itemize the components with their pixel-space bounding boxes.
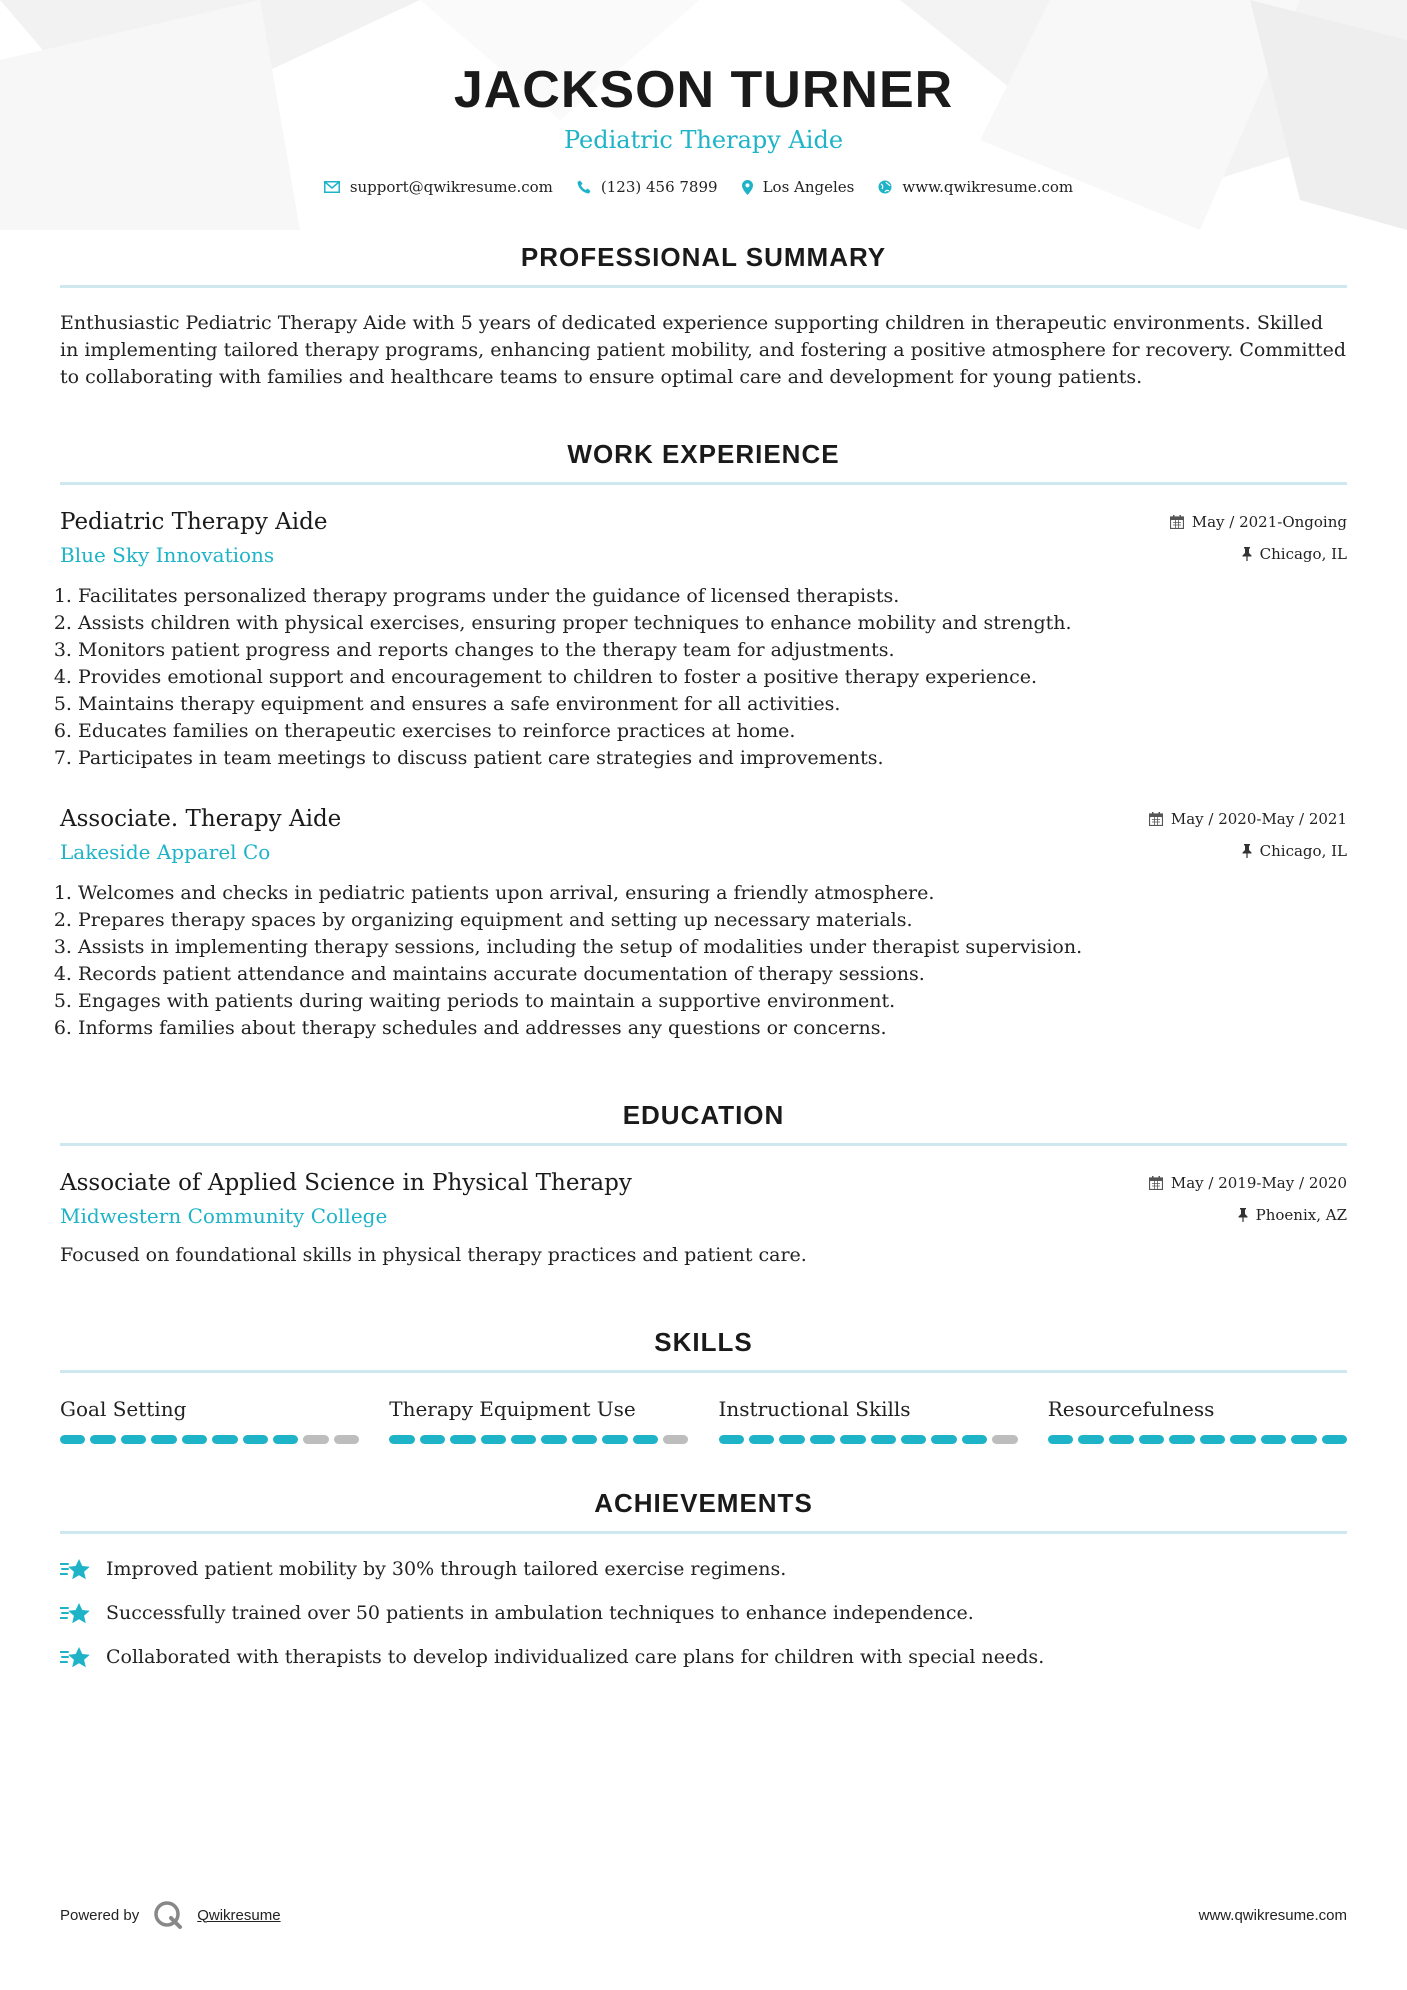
phone-text: (123) 456 7899 — [600, 178, 718, 196]
resume-header — [60, 0, 1347, 196]
skill-dot-filled — [121, 1435, 146, 1444]
skills-heading: SKILLS — [654, 1327, 753, 1357]
job-meta — [1149, 804, 1347, 862]
work-experience-section — [60, 439, 1347, 1042]
job-role: Pediatric Therapy Aide — [60, 509, 328, 535]
job-entry — [60, 804, 1347, 1042]
list-item: 3. Assists in implementing therapy sessions, including the setup of modalities under therapist supervision. — [78, 934, 1347, 961]
list-item: 5. Engages with patients during waiting periods to maintain a supportive environment. — [78, 988, 1347, 1015]
skill-level-bar — [389, 1435, 688, 1444]
achievements-list — [60, 1556, 1347, 1671]
skill-dot-filled — [1109, 1435, 1134, 1444]
skill-dot-filled — [633, 1435, 658, 1444]
candidate-title: Pediatric Therapy Aide — [563, 126, 844, 154]
job-location: Chicago, IL — [1259, 545, 1347, 563]
powered-by — [60, 1900, 281, 1930]
skill-dot-filled — [1048, 1435, 1073, 1444]
job-meta — [1170, 507, 1347, 565]
location-text: Los Angeles — [762, 178, 855, 196]
section-divider — [60, 1143, 1347, 1146]
contact-phone[interactable] — [577, 178, 718, 196]
skill-dot-filled — [1291, 1435, 1316, 1444]
map-pin-icon — [742, 180, 753, 195]
skill-dot-empty — [334, 1435, 359, 1444]
skill-dot-filled — [151, 1435, 176, 1444]
skill-dot-filled — [931, 1435, 956, 1444]
skill-dot-filled — [1322, 1435, 1347, 1444]
achievements-section — [60, 1488, 1347, 1671]
job-duties-list — [60, 583, 1347, 772]
skill-dot-filled — [541, 1435, 566, 1444]
education-section — [60, 1100, 1347, 1269]
calendar-icon — [1149, 1176, 1163, 1190]
skill-dot-filled — [273, 1435, 298, 1444]
skills-grid — [60, 1395, 1347, 1444]
skill-level-bar — [719, 1435, 1018, 1444]
education-location: Phoenix, AZ — [1255, 1206, 1347, 1224]
calendar-icon — [1170, 515, 1184, 529]
list-item: 1. Welcomes and checks in pediatric patients upon arrival, ensuring a friendly atmosphere. — [78, 880, 1347, 907]
skill-dot-filled — [1169, 1435, 1194, 1444]
skill-dot-empty — [303, 1435, 328, 1444]
website-text: www.qwikresume.com — [902, 178, 1074, 196]
contact-website[interactable] — [878, 178, 1073, 196]
job-duties-list — [60, 880, 1347, 1042]
skill-dot-empty — [992, 1435, 1017, 1444]
achievement-text: Successfully trained over 50 patients in ambulation techniques to enhance independence. — [106, 1602, 974, 1624]
school-name: Midwestern Community College — [60, 1204, 388, 1228]
list-item: 2. Prepares therapy spaces by organizing equipment and setting up necessary materials. — [78, 907, 1347, 934]
contact-location — [742, 178, 855, 196]
list-item: 6. Educates families on therapeutic exercises to reinforce practices at home. — [78, 718, 1347, 745]
list-item: 2. Assists children with physical exercises, ensuring proper techniques to enhance mobility and strength. — [78, 610, 1347, 637]
skills-section — [60, 1327, 1347, 1444]
skill-dot-filled — [602, 1435, 627, 1444]
job-location: Chicago, IL — [1259, 842, 1347, 860]
job-dates: May / 2021-Ongoing — [1191, 513, 1347, 531]
skill-dot-filled — [212, 1435, 237, 1444]
skill-dot-filled — [1200, 1435, 1225, 1444]
education-heading: EDUCATION — [622, 1100, 785, 1130]
skill-dot-filled — [1078, 1435, 1103, 1444]
list-item: 1. Facilitates personalized therapy programs under the guidance of licensed therapists. — [78, 583, 1347, 610]
skill-dot-filled — [450, 1435, 475, 1444]
summary-text: Enthusiastic Pediatric Therapy Aide with 5 years of dedicated experience supporting children in therapeutic environments. Skilled in implementing tailored therapy programs, enhancing patient mobility, and fostering a positive atmosphere for recovery. Committed to collaborating with families and healthcare teams to ensure optimal care and development for young patients. — [60, 312, 1347, 388]
education-entry — [60, 1168, 1347, 1269]
achievements-heading: ACHIEVEMENTS — [594, 1488, 813, 1518]
skill-dot-filled — [90, 1435, 115, 1444]
skill-level-bar — [60, 1435, 359, 1444]
skill-dot-filled — [243, 1435, 268, 1444]
professional-summary-section — [60, 242, 1347, 391]
skill-dot-filled — [60, 1435, 85, 1444]
skill-dot-filled — [719, 1435, 744, 1444]
section-divider — [60, 1531, 1347, 1534]
skill-dot-filled — [572, 1435, 597, 1444]
phone-icon — [577, 180, 591, 194]
globe-icon — [878, 180, 892, 194]
section-divider — [60, 1370, 1347, 1373]
achievement-text: Collaborated with therapists to develop individualized care plans for children with special needs. — [106, 1646, 1045, 1668]
list-item: 6. Informs families about therapy schedules and addresses any questions or concerns. — [78, 1015, 1347, 1042]
degree-name: Associate of Applied Science in Physical Therapy — [60, 1170, 632, 1196]
skill-dot-filled — [182, 1435, 207, 1444]
skill-dot-filled — [1230, 1435, 1255, 1444]
skill-dot-filled — [901, 1435, 926, 1444]
experience-heading: WORK EXPERIENCE — [567, 439, 840, 469]
skill-name: Resourcefulness — [1047, 1397, 1215, 1421]
job-company: Lakeside Apparel Co — [60, 840, 271, 864]
pushpin-icon — [1242, 844, 1252, 858]
skill-dot-filled — [1261, 1435, 1286, 1444]
education-description: Focused on foundational skills in physical therapy practices and patient care. — [60, 1244, 807, 1266]
skill-item — [719, 1395, 1018, 1444]
skill-name: Instructional Skills — [718, 1397, 911, 1421]
education-meta — [1149, 1168, 1347, 1226]
skill-name: Goal Setting — [60, 1397, 187, 1421]
star-icon — [60, 1602, 92, 1626]
list-item: 5. Maintains therapy equipment and ensures a safe environment for all activities. — [78, 691, 1347, 718]
skill-item — [389, 1395, 688, 1444]
skill-dot-empty — [663, 1435, 688, 1444]
list-item: 4. Provides emotional support and encouragement to children to foster a positive therapy experience. — [78, 664, 1347, 691]
skill-dot-filled — [481, 1435, 506, 1444]
contact-bar — [60, 178, 1347, 196]
skill-dot-filled — [511, 1435, 536, 1444]
job-company: Blue Sky Innovations — [60, 543, 275, 567]
education-dates: May / 2019-May / 2020 — [1170, 1174, 1347, 1192]
summary-heading: PROFESSIONAL SUMMARY — [520, 242, 887, 272]
section-divider — [60, 285, 1347, 288]
job-entry — [60, 507, 1347, 772]
star-icon — [60, 1646, 92, 1670]
skill-dot-filled — [1139, 1435, 1164, 1444]
skill-dot-filled — [810, 1435, 835, 1444]
pushpin-icon — [1238, 1208, 1248, 1222]
qwikresume-logo-icon — [153, 1900, 183, 1930]
skill-dot-filled — [420, 1435, 445, 1444]
pushpin-icon — [1242, 547, 1252, 561]
list-item — [60, 1644, 1347, 1671]
skill-name: Therapy Equipment Use — [389, 1397, 636, 1421]
list-item — [60, 1556, 1347, 1583]
envelope-icon — [324, 181, 340, 193]
star-icon — [60, 1558, 92, 1582]
skill-dot-filled — [779, 1435, 804, 1444]
brand-link[interactable]: Qwikresume — [197, 1906, 281, 1924]
skill-item — [60, 1395, 359, 1444]
list-item: 3. Monitors patient progress and reports changes to the therapy team for adjustments. — [78, 637, 1347, 664]
section-divider — [60, 482, 1347, 485]
skill-dot-filled — [962, 1435, 987, 1444]
skill-level-bar — [1048, 1435, 1347, 1444]
achievement-text: Improved patient mobility by 30% through tailored exercise regimens. — [106, 1558, 787, 1580]
skill-dot-filled — [389, 1435, 414, 1444]
list-item: 4. Records patient attendance and maintains accurate documentation of therapy sessions. — [78, 961, 1347, 988]
email-text: support@qwikresume.com — [349, 178, 553, 196]
job-dates: May / 2020-May / 2021 — [1170, 810, 1347, 828]
page-footer — [60, 1900, 1347, 1930]
skill-dot-filled — [840, 1435, 865, 1444]
list-item — [60, 1600, 1347, 1627]
calendar-icon — [1149, 812, 1163, 826]
powered-by-label: Powered by — [60, 1906, 140, 1924]
skill-dot-filled — [749, 1435, 774, 1444]
footer-website[interactable]: www.qwikresume.com — [1198, 1906, 1347, 1924]
skill-item — [1048, 1395, 1347, 1444]
skill-dot-filled — [871, 1435, 896, 1444]
job-role: Associate. Therapy Aide — [60, 806, 342, 832]
candidate-name: JACKSON TURNER — [453, 61, 954, 119]
contact-email[interactable] — [324, 178, 553, 196]
list-item: 7. Participates in team meetings to discuss patient care strategies and improvements. — [78, 745, 1347, 772]
